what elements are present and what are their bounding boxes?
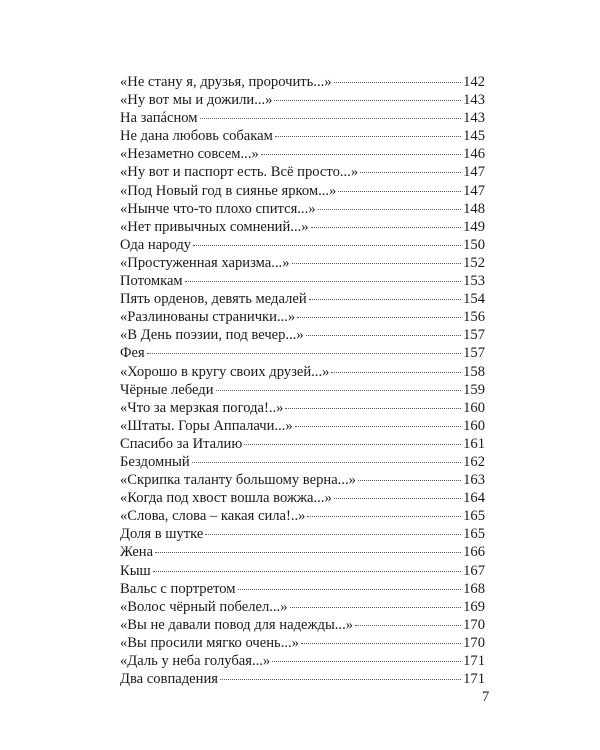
dot-leader xyxy=(292,263,462,264)
toc-entry xyxy=(120,91,485,109)
toc-entry-title: Два совпадения xyxy=(120,671,218,688)
toc-entry-title: «Незаметно совсем...» xyxy=(120,146,259,163)
dot-leader xyxy=(220,679,461,680)
toc-entry xyxy=(120,290,485,308)
dot-leader xyxy=(360,172,461,173)
dot-leader xyxy=(274,100,461,101)
toc-entry xyxy=(120,652,485,670)
dot-leader xyxy=(272,661,461,662)
dot-leader xyxy=(216,390,462,391)
toc-entry-page: 166 xyxy=(463,544,485,561)
toc-entry-title: Не дана любовь собакам xyxy=(120,128,273,145)
toc-entry-page: 169 xyxy=(463,598,485,615)
toc-entry xyxy=(120,471,485,489)
toc-entry xyxy=(120,254,485,272)
toc-entry xyxy=(120,73,485,91)
dot-leader xyxy=(153,571,461,572)
toc-entry xyxy=(120,236,485,254)
toc-entry-title: «Слова, слова – какая сила!..» xyxy=(120,508,306,525)
toc-entry-title: «Простуженная харизма...» xyxy=(120,254,290,271)
dot-leader xyxy=(355,625,461,626)
toc-entry-page: 142 xyxy=(463,74,485,90)
toc-entry-page: 170 xyxy=(463,634,485,651)
toc-entry-title: На запáсном xyxy=(120,110,198,127)
dot-leader xyxy=(205,534,461,535)
toc-entry xyxy=(120,145,485,163)
toc-entry-title: Вальс с портретом xyxy=(120,580,236,597)
dot-leader xyxy=(193,245,461,246)
toc-entry-page: 158 xyxy=(463,363,485,380)
toc-entry xyxy=(120,381,485,399)
toc-entry-page: 148 xyxy=(463,200,485,217)
toc-entry-title: Доля в шутке xyxy=(120,526,204,543)
dot-leader xyxy=(244,444,461,445)
toc-entry-title: «Волос чёрный побелел...» xyxy=(120,598,288,615)
dot-leader xyxy=(331,372,461,373)
toc-entry-title: «Нынче что-то плохо спится...» xyxy=(120,200,316,217)
dot-leader xyxy=(295,426,461,427)
toc-entry xyxy=(120,363,485,381)
toc-entry xyxy=(120,525,485,543)
dot-leader xyxy=(358,480,461,481)
toc-entry-title: Фея xyxy=(120,345,145,362)
toc-entry xyxy=(120,543,485,561)
toc-entry xyxy=(120,218,485,236)
dot-leader xyxy=(200,118,462,119)
page-number: 7 xyxy=(482,689,490,705)
dot-leader xyxy=(318,209,462,210)
toc-entry-page: 146 xyxy=(463,146,485,163)
toc-entry-title: «В День поэзии, под вечер...» xyxy=(120,327,304,344)
toc-entry xyxy=(120,435,485,453)
dot-leader xyxy=(290,607,462,608)
dot-leader xyxy=(301,643,461,644)
toc-entry xyxy=(120,163,485,181)
toc-entry-title: «Нет привычных сомнений...» xyxy=(120,218,309,235)
dot-leader xyxy=(261,154,461,155)
dot-leader xyxy=(238,589,462,590)
toc-entry xyxy=(120,344,485,362)
toc-entry-title: Жена xyxy=(120,544,154,561)
toc-entry-page: 147 xyxy=(463,164,485,181)
toc-entry-title: «Разлинованы странички...» xyxy=(120,309,296,326)
toc-entry-title: «Ну вот и паспорт есть. Всё просто...» xyxy=(120,164,359,181)
toc-entry-page: 143 xyxy=(463,110,485,127)
toc-entry-page: 149 xyxy=(463,218,485,235)
toc-entry xyxy=(120,489,485,507)
toc-entry-page: 161 xyxy=(463,435,485,452)
dot-leader xyxy=(306,335,461,336)
toc-entry xyxy=(120,127,485,145)
table-of-contents xyxy=(120,73,485,688)
toc-entry-page: 163 xyxy=(463,472,485,489)
toc-entry-title: «Скрипка таланту большому верна...» xyxy=(120,472,356,489)
dot-leader xyxy=(334,82,462,83)
toc-entry-title: Чёрные лебеди xyxy=(120,381,214,398)
dot-leader xyxy=(285,408,461,409)
toc-entry-title: «Ну вот мы и дожили...» xyxy=(120,92,273,109)
toc-entry xyxy=(120,562,485,580)
toc-entry-page: 165 xyxy=(463,526,485,543)
toc-entry-page: 157 xyxy=(463,327,485,344)
toc-entry-page: 154 xyxy=(463,291,485,308)
toc-entry-title: «Под Новый год в сиянье ярком...» xyxy=(120,182,337,199)
dot-leader xyxy=(275,136,461,137)
toc-entry-page: 165 xyxy=(463,508,485,525)
dot-leader xyxy=(338,191,461,192)
dot-leader xyxy=(147,353,461,354)
toc-entry-page: 160 xyxy=(463,399,485,416)
dot-leader xyxy=(155,552,461,553)
toc-entry xyxy=(120,326,485,344)
toc-entry-title: «Вы не давали повод для надежды...» xyxy=(120,616,354,633)
toc-entry-title: «Штаты. Горы Аппалачи...» xyxy=(120,417,293,434)
toc-entry-page: 147 xyxy=(463,182,485,199)
dot-leader xyxy=(185,281,461,282)
dot-leader xyxy=(307,516,461,517)
toc-entry-title: Спасибо за Италию xyxy=(120,435,243,452)
toc-entry-title: «Когда под хвост вошла вожжа...» xyxy=(120,490,332,507)
toc-entry-page: 143 xyxy=(463,92,485,109)
toc-entry xyxy=(120,109,485,127)
toc-entry-page: 156 xyxy=(463,309,485,326)
toc-entry xyxy=(120,182,485,200)
toc-entry xyxy=(120,634,485,652)
toc-entry xyxy=(120,670,485,688)
toc-entry-title: «Даль у неба голубая...» xyxy=(120,653,271,669)
toc-entry-title: «Что за мерзкая погода!..» xyxy=(120,399,284,416)
dot-leader xyxy=(334,498,461,499)
toc-entry xyxy=(120,598,485,616)
toc-entry-title: «Не стану я, друзья, пророчить...» xyxy=(120,74,332,90)
toc-entry-page: 168 xyxy=(463,580,485,597)
toc-entry-page: 162 xyxy=(463,453,485,470)
toc-entry-page: 153 xyxy=(463,273,485,290)
toc-entry xyxy=(120,453,485,471)
toc-entry-page: 159 xyxy=(463,381,485,398)
toc-entry xyxy=(120,580,485,598)
toc-entry xyxy=(120,507,485,525)
toc-entry-page: 167 xyxy=(463,562,485,579)
toc-entry-title: Потомкам xyxy=(120,273,183,290)
toc-entry xyxy=(120,616,485,634)
toc-entry-title: Кыш xyxy=(120,562,151,579)
dot-leader xyxy=(311,227,462,228)
toc-entry-page: 152 xyxy=(463,254,485,271)
toc-entry-title: Пять орденов, девять медалей xyxy=(120,291,307,308)
dot-leader xyxy=(297,317,461,318)
toc-entry-page: 157 xyxy=(463,345,485,362)
toc-entry-page: 164 xyxy=(463,490,485,507)
toc-entry-page: 160 xyxy=(463,417,485,434)
toc-entry-title: «Хорошо в кругу своих друзей...» xyxy=(120,363,330,380)
toc-entry-page: 170 xyxy=(463,616,485,633)
toc-entry-title: Ода народу xyxy=(120,236,192,253)
toc-entry-page: 171 xyxy=(463,671,485,688)
toc-entry xyxy=(120,417,485,435)
toc-entry xyxy=(120,399,485,417)
dot-leader xyxy=(192,462,461,463)
toc-entry-page: 145 xyxy=(463,128,485,145)
toc-entry-title: Бездомный xyxy=(120,453,190,470)
toc-entry xyxy=(120,272,485,290)
toc-entry xyxy=(120,308,485,326)
toc-entry xyxy=(120,200,485,218)
toc-entry-title: «Вы просили мягко очень...» xyxy=(120,634,299,651)
toc-entry-page: 150 xyxy=(463,236,485,253)
toc-entry-page: 171 xyxy=(463,653,485,669)
dot-leader xyxy=(309,299,461,300)
